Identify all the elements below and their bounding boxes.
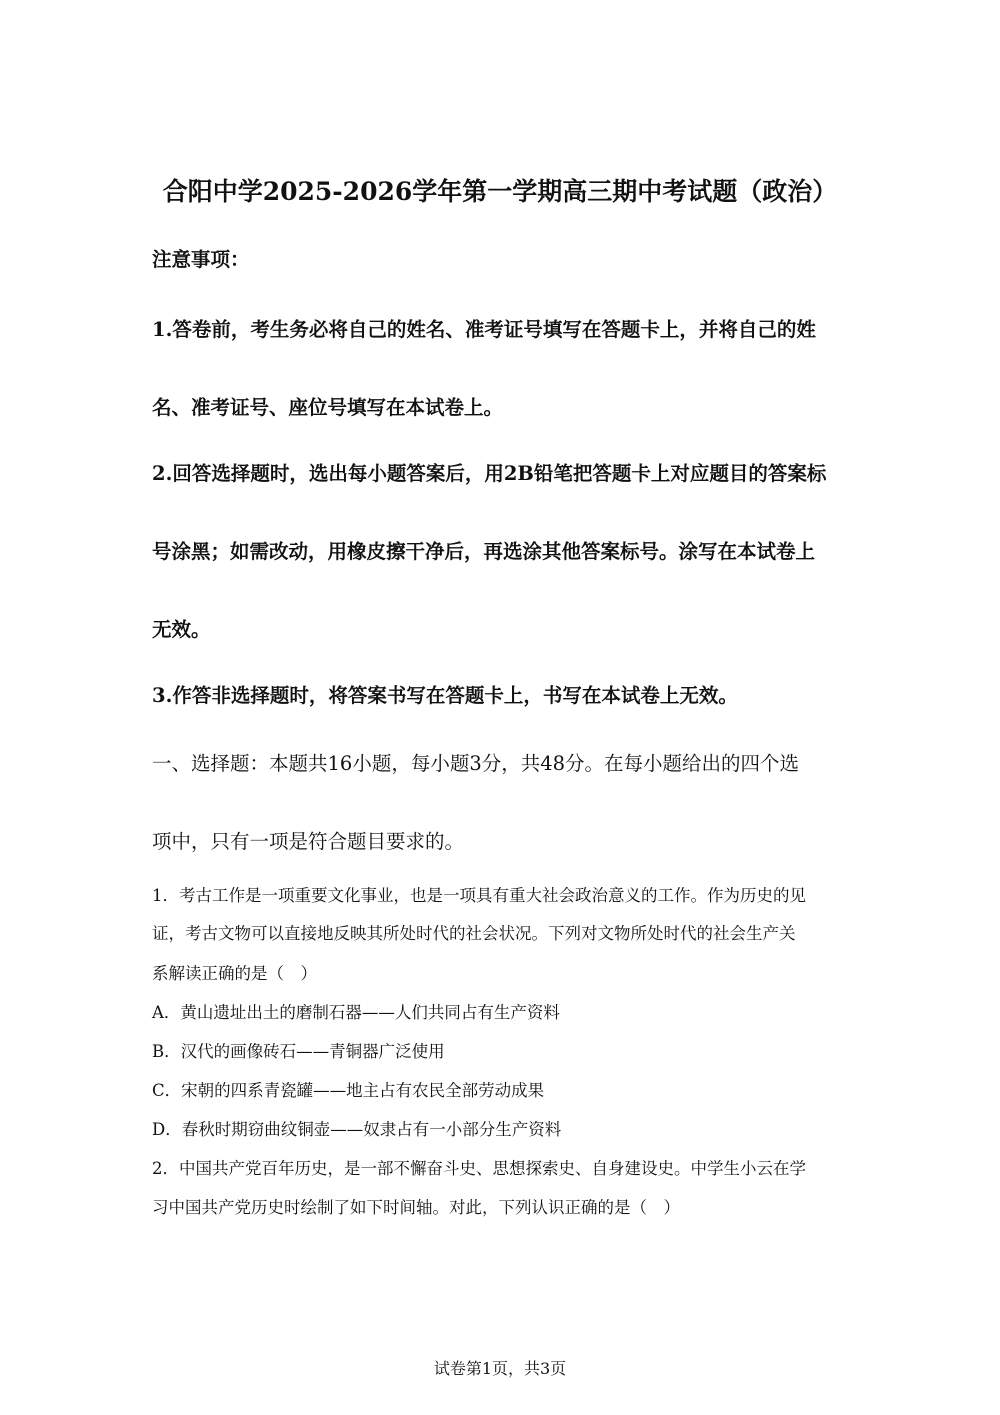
notice-line: 2.回答选择题时，选出每小题答案后，用2B铅笔把答题卡上对应题目的答案标 [152,462,827,485]
notice-line: 名、准考证号、座位号填写在本试卷上。 [152,396,504,419]
question-1-option-d: D．春秋时期窃曲纹铜壶——奴隶占有一小部分生产资料 [152,1120,562,1139]
page-footer: 试卷第1页，共3页 [433,1359,567,1378]
section-heading: 一、选择题：本题共16小题，每小题3分，共48分。在每小题给出的四个选 [152,752,800,775]
notice-line: 号涂黑；如需改动，用橡皮擦干净后，再选涂其他答案标号。涂写在本试卷上 [152,540,816,563]
question-1-stem: 证，考古文物可以直接地反映其所处时代的社会状况。下列对文物所处时代的社会生产关 [152,924,796,943]
question-1-option-b: B．汉代的画像砖石——青铜器广泛使用 [152,1042,445,1061]
exam-title: 合阳中学2025-2026学年第一学期高三期中考试题（政治） [162,177,838,206]
notice-line: 3.作答非选择题时，将答案书写在答题卡上，书写在本试卷上无效。 [152,684,738,707]
question-1-option-c: C．宋朝的四系青瓷罐——地主占有农民全部劳动成果 [152,1081,545,1100]
notice-heading: 注意事项： [152,248,250,271]
question-1-stem: 1．考古工作是一项重要文化事业，也是一项具有重大社会政治意义的工作。作为历史的见 [152,886,806,905]
notice-line: 无效。 [152,618,211,641]
section-heading: 项中，只有一项是符合题目要求的。 [152,830,465,853]
question-1-option-a: A．黄山遗址出土的磨制石器——人们共同占有生产资料 [152,1003,560,1022]
notice-line: 1.答卷前，考生务必将自己的姓名、准考证号填写在答题卡上，并将自己的姓 [152,318,816,341]
question-1-stem: 系解读正确的是（ ） [152,964,317,983]
question-2-stem: 习中国共产党历史时绘制了如下时间轴。对此，下列认识正确的是（ ） [152,1198,680,1217]
question-2-stem: 2．中国共产党百年历史，是一部不懈奋斗史、思想探索史、自身建设史。中学生小云在学 [152,1159,806,1178]
